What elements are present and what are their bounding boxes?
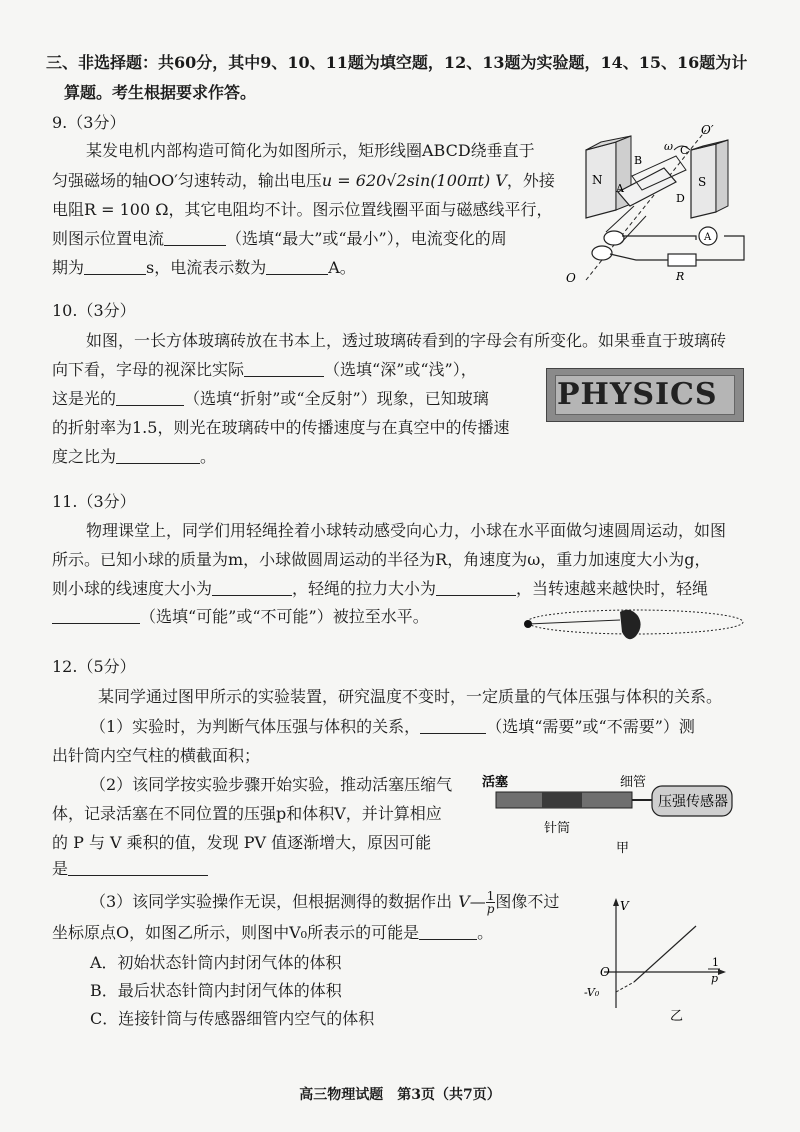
q12-line4: （2）该同学按实验步骤开始实验，推动活塞压缩气 — [90, 775, 453, 794]
q11-line1: 物理课堂上，同学们用轻绳拴着小球转动感受向心力，小球在水平面做匀速圆周运动，如图 — [86, 521, 727, 540]
q12-number: 12.（5分） — [52, 657, 136, 676]
q9-line1: 某发电机内部构造可简化为如图所示，矩形线圈ABCD绕垂直于 — [86, 141, 535, 160]
q9-line3: 电阻R = 100 Ω，其它电阻均不计。图示位置线圈平面与磁感线平行， — [52, 200, 553, 219]
q9-line4: 则图示位置电流 （选填“最大”或“最小”），电流变化的周 — [52, 229, 507, 248]
q12-option-a[interactable]: A．初始状态针筒内封闭气体的体积 — [90, 953, 342, 972]
q11-blank-tension[interactable] — [436, 579, 516, 596]
q10-line3: 这是光的 （选填“折射”或“全反射”）现象，已知玻璃 — [52, 389, 489, 408]
q12-line8: （3）该同学实验操作无误，但根据测得的数据作出 V— $\frac{1}{p}$ 图像不过 — [90, 889, 560, 916]
q10-number: 10.（3分） — [52, 301, 136, 320]
physics-letters: PHYSICS — [557, 377, 718, 412]
axis-top-label: O′ — [701, 123, 714, 137]
resistor-icon — [668, 254, 696, 266]
piston-label: 活塞 — [482, 775, 509, 790]
v0-label: -V₀ — [584, 986, 600, 999]
ball-icon — [524, 620, 532, 628]
q10-line1: 如图，一长方体玻璃砖放在书本上，透过玻璃砖看到的字母会有所变化。如果垂直于玻璃砖 — [86, 331, 727, 350]
q11-line2: 所示。已知小球的质量为m，小球做圆周运动的半径为R，角速度为ω，重力加速度大小为g， — [52, 550, 711, 569]
q12-line5: 体，记录活塞在不同位置的压强p和体积V，并计算相应 — [52, 804, 442, 823]
q9-blank-current[interactable] — [164, 229, 226, 246]
data-line — [634, 926, 696, 982]
tube-label: 细管 — [620, 775, 647, 790]
q11-line4: （选填“可能”或“不可能”）被拉至水平。 — [52, 606, 429, 628]
q10-blank-depth[interactable] — [244, 360, 324, 377]
generator-diagram — [556, 120, 756, 290]
origin-label: O — [600, 965, 610, 979]
q12-line9: 坐标原点O，如图乙所示，则图中V₀所表示的可能是 。 — [52, 923, 494, 942]
section-heading-line1: 三、非选择题：共60分，其中9、10、11题为填空题，12、13题为实验题，14、15、16题为计 — [46, 53, 748, 72]
q10-blank-ratio[interactable] — [116, 447, 200, 464]
q10-blank-phenomenon[interactable] — [116, 389, 184, 406]
q10-line5: 度之比为 。 — [52, 447, 217, 466]
resistor-label: R — [676, 270, 685, 283]
q11-number: 11.（3分） — [52, 492, 136, 511]
coil-d-label: D — [676, 192, 685, 205]
q12-option-b[interactable]: B．最后状态针筒内封闭气体的体积 — [90, 981, 342, 1000]
q10-line4: 的折射率为1.5，则光在玻璃砖中的传播速度与在真空中的传播速 — [52, 418, 510, 437]
coil-b-label: B — [634, 154, 643, 167]
q12-line6: 的 P 与 V 乘积的值，发现 PV 值逐渐增大，原因可能 — [52, 833, 432, 852]
x-axis-bottom: p — [711, 972, 719, 985]
pole-n-label: N — [592, 173, 603, 187]
axis-bottom-label: O — [566, 271, 576, 285]
circular-motion-diagram — [520, 598, 750, 658]
q12-blank-reason[interactable] — [68, 859, 208, 876]
q9-line2: 匀强磁场的轴OO′匀速转动，输出电压u = 620√2sin(100πt) V，外接 — [52, 171, 555, 190]
fig-jia-caption: 甲 — [616, 841, 630, 856]
syringe-label: 针筒 — [544, 821, 571, 836]
syringe-apparatus-diagram — [482, 770, 742, 856]
pole-s-label: S — [698, 175, 707, 189]
v-axis-label: V — [620, 899, 629, 913]
v-inverse-p-graph — [584, 896, 734, 1026]
q11-blank-horizontal[interactable] — [52, 607, 140, 624]
page-footer: 高三物理试题 第3页（共7页） — [299, 1087, 501, 1103]
glass-brick-photo — [546, 368, 744, 422]
q11-line3: 则小球的线速度大小为 ，轻绳的拉力大小为 ，当转速越来越快时，轻绳 — [52, 579, 709, 598]
sensor-label: 压强传感器 — [658, 794, 728, 810]
q10-line2: 向下看，字母的视深比实际 （选填“深”或“浅”）， — [52, 360, 477, 379]
q12-line2: （1）实验时，为判断气体压强与体积的关系， （选填“需要”或“不需要”）测 — [90, 717, 695, 736]
q12-blank-area[interactable] — [420, 717, 486, 734]
inverse-p-fraction: $\frac{1}{p}$ — [486, 889, 495, 916]
coil-c-label: C — [680, 144, 689, 157]
q9-number: 9.（3分） — [52, 113, 126, 132]
q9-blank-ammeter[interactable] — [266, 258, 328, 275]
q12-option-c[interactable]: C．连接针筒与传感器细管内空气的体积 — [90, 1009, 375, 1028]
q9-line5: 期为 s，电流表示数为 A。 — [52, 258, 356, 277]
q12-blank-v0[interactable] — [419, 923, 477, 940]
q12-line3: 出针筒内空气柱的横截面积； — [52, 746, 261, 765]
omega-label: ω — [664, 140, 673, 153]
x-axis-top: 1 — [712, 956, 719, 969]
q12-line1: 某同学通过图甲所示的实验装置，研究温度不变时，一定质量的气体压强与体积的关系。 — [98, 687, 723, 706]
q9-blank-period[interactable] — [84, 258, 146, 275]
hand-icon — [620, 610, 641, 639]
ammeter-label: A — [704, 232, 712, 243]
q12-line7: 是 — [52, 858, 208, 880]
coil-a-label: A — [616, 182, 624, 195]
section-heading-line2: 算题。考生根据要求作答。 — [64, 83, 257, 102]
q11-blank-speed[interactable] — [212, 579, 292, 596]
fig-yi-caption: 乙 — [670, 1009, 684, 1024]
